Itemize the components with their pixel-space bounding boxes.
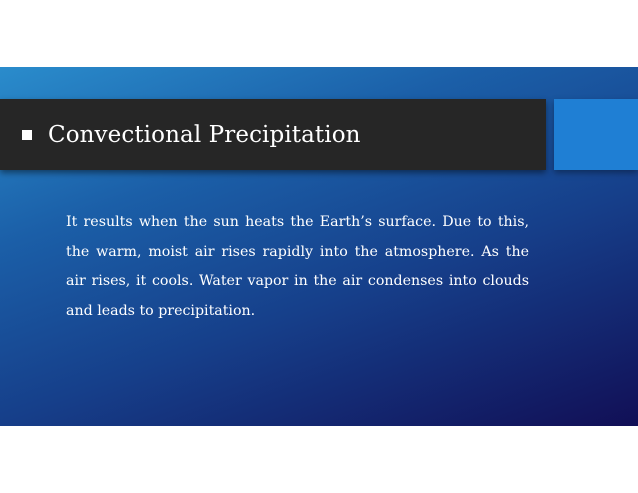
square-bullet-icon <box>22 130 32 140</box>
accent-box <box>554 99 638 170</box>
slide-title: Convectional Precipitation <box>48 121 361 148</box>
title-bar <box>0 99 546 170</box>
slide <box>0 67 638 426</box>
slide-body-text: It results when the sun heats the Earth’s surface. Due to this, the warm, moist air rises rapidly into the atmosphere. As the air rises, it cools. Water vapor in the air condenses into clouds and leads to precipitation. <box>66 214 529 319</box>
